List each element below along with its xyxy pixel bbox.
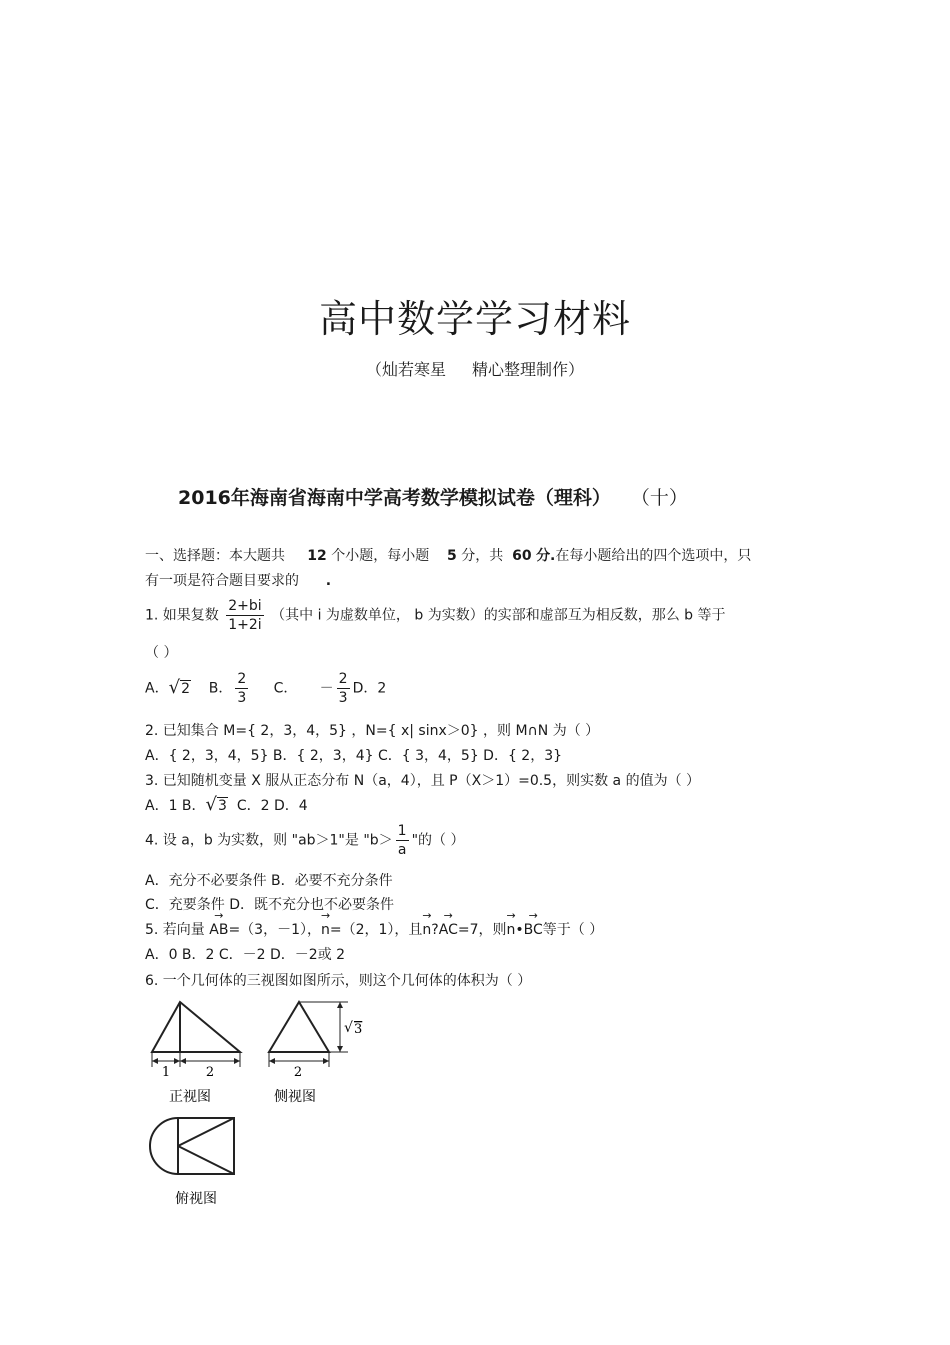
section-instructions-line1: 一、选择题：本大题共 12 个小题，每小题 5 分，共 60 分.在每小题给出的四个选项中，只 (145, 548, 752, 564)
question-4-options-2: C．充要条件 D．既不充分也不必要条件 (145, 897, 395, 913)
question-6: 6. 一个几何体的三视图如图所示，则这个几何体的体积为（ ） (145, 973, 532, 989)
question-3-options: A．1 B．√3 C．2 D．4 (145, 794, 308, 815)
question-4-options-1: A．充分不必要条件 B．必要不充分条件 (145, 873, 393, 889)
front-view (152, 1002, 240, 1105)
page-subtitle (0, 357, 950, 380)
front-view-label: 正视图 (169, 1089, 211, 1105)
question-1-options: A．√2 B． $\frac{2}{3}$ C． － $\frac{2}{3}$ D．2 (145, 671, 387, 706)
svg-text:1: 1 (161, 1065, 171, 1080)
exam-title-text: 2016年海南省海南中学高考数学模拟试卷（理科） (178, 487, 611, 509)
subtitle-author: （灿若寒星 (365, 360, 446, 379)
question-2: 2. 已知集合 M={ 2，3，4，5} ，N={ x| sinx＞0} ，则 M∩N 为（ ） (145, 723, 600, 739)
sqrt-icon: √ (344, 1020, 353, 1036)
question-1: 1. 如果复数 $\frac{2+bi}{1+2i}$ （其中 i 为虚数单位， b 为实数）的实部和虚部互为相反数，那么 b 等于 (145, 598, 726, 633)
side-view (269, 1002, 362, 1105)
question-4: 4. 设 a，b 为实数，则 "ab＞1"是 "b＞ $\frac{1}{a}$ "的（ ） (145, 823, 465, 858)
subtitle-note: 精心整理制作） (472, 360, 585, 379)
exam-title (178, 483, 688, 510)
q1-sqrt-icon: √2 (168, 676, 190, 698)
three-view-figure (140, 995, 370, 1210)
top-view-label: 俯视图 (175, 1191, 217, 1207)
svg-text:2: 2 (293, 1065, 303, 1080)
page-title: 高中数学学习材料 (318, 297, 631, 341)
question-5: 5. 若向量 → AB=（3，－1），→ n=（2，1），且→ n?→ AC=7，则→ n•→ BC等于（ ） (145, 918, 603, 939)
svg-text:2: 2 (205, 1065, 215, 1080)
q3-sqrt-icon: √3 (205, 794, 227, 815)
question-5-options: A．0 B．2 C．－2 D．－2或 2 (145, 947, 346, 963)
section-instructions-line2: 有一项是符合题目要求的 . (145, 573, 332, 589)
q1-fraction: $\frac{2+bi}{1+2i}$ (228, 598, 262, 633)
svg-text:3: 3 (354, 1022, 363, 1037)
question-1-paren: （ ） (145, 645, 178, 661)
exam-number: （十） (630, 487, 688, 509)
question-2-options: A．{ 2，3，4，5} B．{ 2，3，4} C．{ 3，4，5} D．{ 2，3} (145, 748, 563, 764)
q4-fraction: $\frac{1}{a}$ (397, 823, 407, 858)
question-3: 3. 已知随机变量 X 服从正态分布 N（a，4），且 P（X＞1）=0.5，则实数 a 的值为（ ） (145, 773, 701, 789)
top-view (150, 1118, 234, 1207)
side-view-label: 侧视图 (274, 1089, 316, 1105)
